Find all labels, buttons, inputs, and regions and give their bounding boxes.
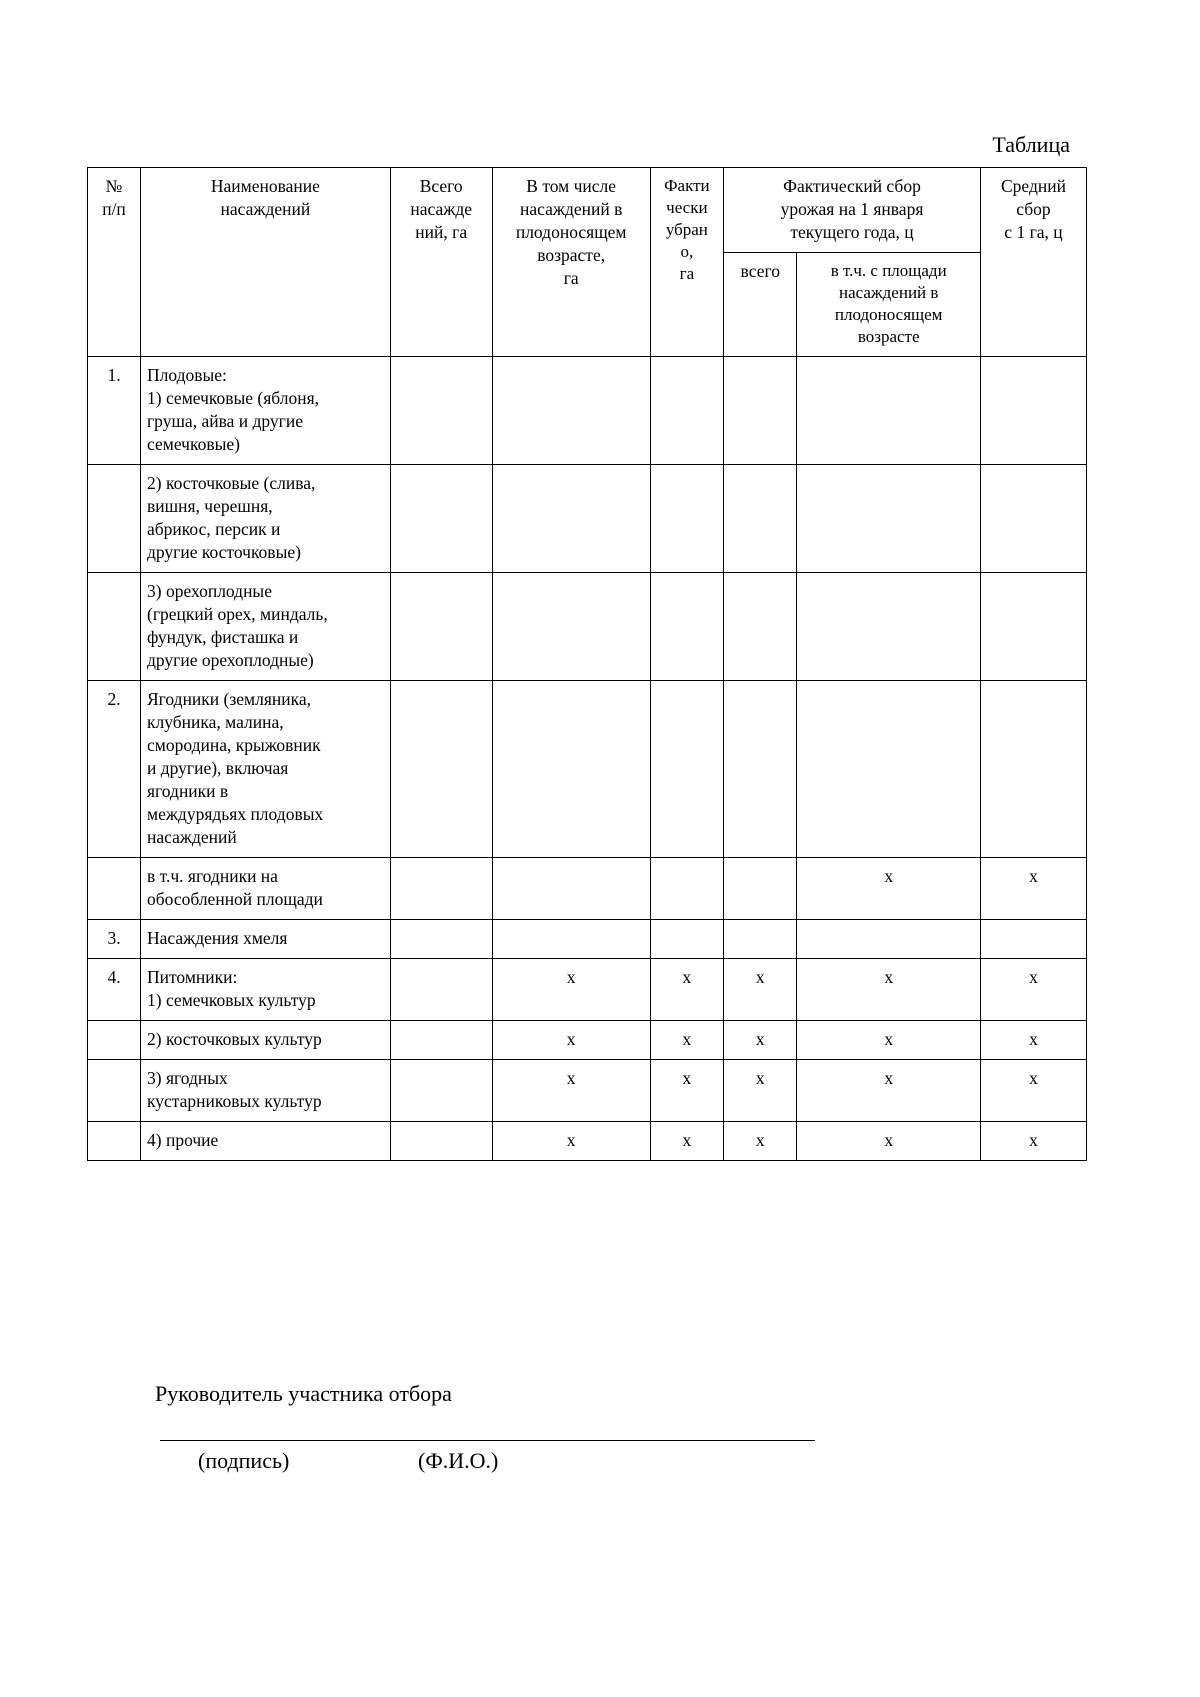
row-name-line: в т.ч. ягодники на [147,866,278,886]
cell-yield-part[interactable] [797,681,980,858]
header-harvested-line1: Факти [664,176,710,195]
header-bearing-line2: насаждений в [519,199,623,219]
cell-average[interactable] [980,681,1086,858]
row-name-line: и другие), включая [147,758,289,778]
table-row [88,920,1087,959]
signature-label: (подпись) [198,1448,290,1473]
header-harvested-line5: га [679,264,695,283]
header-bearing-area [492,168,650,357]
cell-yield-all[interactable]: х [724,959,797,1021]
row-name [141,1060,391,1122]
row-name-line: 3) орехоплодные [147,581,272,601]
cell-total[interactable] [390,357,492,465]
header-harvested-line3: убран [665,220,708,239]
row-number [88,1021,141,1060]
header-yield-group-line1: Фактический сбор [783,176,921,196]
header-yield-part-line4: возрасте [857,327,920,346]
cell-bearing[interactable]: х [492,959,650,1021]
row-name [141,1021,391,1060]
cell-average[interactable]: х [980,1021,1086,1060]
header-total-line2: насажде [410,199,473,219]
cell-total[interactable] [390,1122,492,1161]
cell-harvested[interactable] [650,920,723,959]
header-avg-line3: с 1 га, ц [1004,222,1063,242]
cell-harvested[interactable] [650,681,723,858]
row-name-line: другие косточковые) [147,542,301,562]
row-name [141,573,391,681]
row-name-line: ягодники в [147,781,229,801]
header-yield-part-line2: насаждений в [838,283,939,302]
cell-total[interactable] [390,1021,492,1060]
cell-yield-all[interactable] [724,858,797,920]
cell-yield-part[interactable] [797,573,980,681]
row-name [141,920,391,959]
plantings-table [87,167,1087,1161]
row-number [88,465,141,573]
header-num-line2: п/п [102,199,126,219]
header-harvested [650,168,723,357]
row-name-line: фундук, фисташка и [147,627,299,647]
cell-harvested[interactable] [650,573,723,681]
row-name-line: груша, айва и другие [147,411,303,431]
cell-harvested[interactable] [650,465,723,573]
header-bearing-line1: В том числе [526,176,617,196]
header-bearing-line5: га [563,268,579,288]
header-harvested-line4: о, [680,242,694,261]
cell-total[interactable] [390,858,492,920]
row-name-line: 3) ягодных [147,1068,228,1088]
header-bearing-line4: возрасте, [537,245,606,265]
row-name-line: обособленной площади [147,889,323,909]
row-name [141,465,391,573]
cell-yield-all[interactable] [724,357,797,465]
header-avg-line2: сбор [1016,199,1051,219]
row-number [88,1122,141,1161]
cell-yield-part[interactable]: х [797,1060,980,1122]
cell-average[interactable]: х [980,959,1086,1021]
cell-total[interactable] [390,573,492,681]
header-num-line1: № [105,176,123,196]
cell-yield-all[interactable]: х [724,1060,797,1122]
row-name-line: Плодовые: [147,365,227,385]
cell-yield-all[interactable] [724,681,797,858]
header-name [141,168,391,357]
cell-yield-part[interactable] [797,357,980,465]
header-num [88,168,141,357]
cell-average[interactable] [980,465,1086,573]
cell-yield-all[interactable]: х [724,1021,797,1060]
row-name [141,959,391,1021]
cell-bearing[interactable] [492,681,650,858]
row-name [141,357,391,465]
table-row [88,1122,1087,1161]
table-header [88,168,1087,357]
cell-bearing[interactable] [492,573,650,681]
cell-bearing[interactable]: х [492,1060,650,1122]
cell-yield-part[interactable]: х [797,1122,980,1161]
row-name-line: (грецкий орех, миндаль, [147,604,328,624]
cell-average[interactable]: х [980,1060,1086,1122]
header-name-line2: насаждений [220,199,311,219]
row-number: 3. [88,920,141,959]
cell-harvested[interactable]: х [650,1021,723,1060]
cell-bearing[interactable] [492,357,650,465]
row-name-line: смородина, крыжовник [147,735,321,755]
table-row [88,1021,1087,1060]
row-number [88,1060,141,1122]
row-name-line: Ягодники (земляника, [147,689,312,709]
header-total [390,168,492,357]
row-name-line: насаждений [147,827,237,847]
cell-average[interactable]: х [980,858,1086,920]
row-number [88,858,141,920]
header-avg-line1: Средний [1000,176,1066,196]
fio-label: (Ф.И.О.) [418,1448,499,1473]
header-yield-all: всего [724,253,797,357]
table-row [88,573,1087,681]
header-yield-part-line1: в т.ч. с площади [830,261,947,280]
row-name-line: 4) прочие [147,1130,219,1150]
cell-harvested[interactable]: х [650,959,723,1021]
cell-yield-part[interactable] [797,465,980,573]
table-caption: Таблица [992,132,1070,157]
row-name-line: абрикос, персик и [147,519,281,539]
row-name-line: междурядьях плодовых [147,804,324,824]
row-number: 4. [88,959,141,1021]
cell-yield-part[interactable] [797,920,980,959]
cell-average[interactable] [980,357,1086,465]
cell-harvested[interactable] [650,858,723,920]
table-row [88,465,1087,573]
cell-bearing[interactable]: х [492,1021,650,1060]
header-yield-group-line2: урожая на 1 января [780,199,924,219]
header-total-line1: Всего [419,176,463,196]
cell-yield-all[interactable] [724,920,797,959]
header-yield-part-line3: плодоносящем [834,305,943,324]
row-number: 2. [88,681,141,858]
row-name-line: 1) семечковые (яблоня, [147,388,320,408]
cell-harvested[interactable]: х [650,1122,723,1161]
cell-total[interactable] [390,920,492,959]
header-row-1 [88,168,1087,253]
table-row [88,681,1087,858]
signature-title: Руководитель участника отбора [155,1381,452,1406]
table-row [88,959,1087,1021]
cell-average[interactable] [980,573,1086,681]
row-name [141,681,391,858]
cell-yield-part[interactable]: х [797,1021,980,1060]
cell-harvested[interactable] [650,357,723,465]
cell-yield-all[interactable] [724,573,797,681]
cell-yield-all[interactable] [724,465,797,573]
table-row [88,858,1087,920]
header-name-line1: Наименование [210,176,320,196]
row-name-line: вишня, черешня, [147,496,273,516]
header-yield-group [724,168,981,253]
row-name-line: клубника, малина, [147,712,284,732]
cell-yield-all[interactable]: х [724,1122,797,1161]
cell-yield-part[interactable]: х [797,858,980,920]
table-row [88,1060,1087,1122]
cell-total[interactable] [390,1060,492,1122]
header-yield-from-bearing [797,253,980,357]
row-name-line: кустарниковых культур [147,1091,322,1111]
cell-bearing[interactable] [492,920,650,959]
cell-bearing[interactable]: х [492,1122,650,1161]
cell-average[interactable] [980,920,1086,959]
row-name-line: 1) семечковых культур [147,990,316,1010]
header-total-line3: ний, га [415,222,468,242]
cell-bearing[interactable] [492,465,650,573]
row-number [88,573,141,681]
table-body [88,357,1087,1161]
row-name-line: 2) косточковые (слива, [147,473,316,493]
row-name-line: 2) косточковых культур [147,1029,322,1049]
row-name [141,1122,391,1161]
row-number: 1. [88,357,141,465]
header-bearing-line3: плодоносящем [515,222,627,242]
signature-line [160,1440,815,1441]
cell-bearing[interactable] [492,858,650,920]
row-name [141,858,391,920]
header-harvested-line2: чески [666,198,708,217]
cell-total[interactable] [390,959,492,1021]
cell-average[interactable]: х [980,1122,1086,1161]
row-name-line: Насаждения хмеля [147,928,288,948]
cell-total[interactable] [390,681,492,858]
header-yield-group-line3: текущего года, ц [790,222,914,242]
cell-total[interactable] [390,465,492,573]
row-name-line: другие орехоплодные) [147,650,314,670]
cell-yield-part[interactable]: х [797,959,980,1021]
table-row [88,357,1087,465]
row-name-line: Питомники: [147,967,238,987]
cell-harvested[interactable]: х [650,1060,723,1122]
row-name-line: семечковые) [147,434,240,454]
header-average-yield [980,168,1086,357]
